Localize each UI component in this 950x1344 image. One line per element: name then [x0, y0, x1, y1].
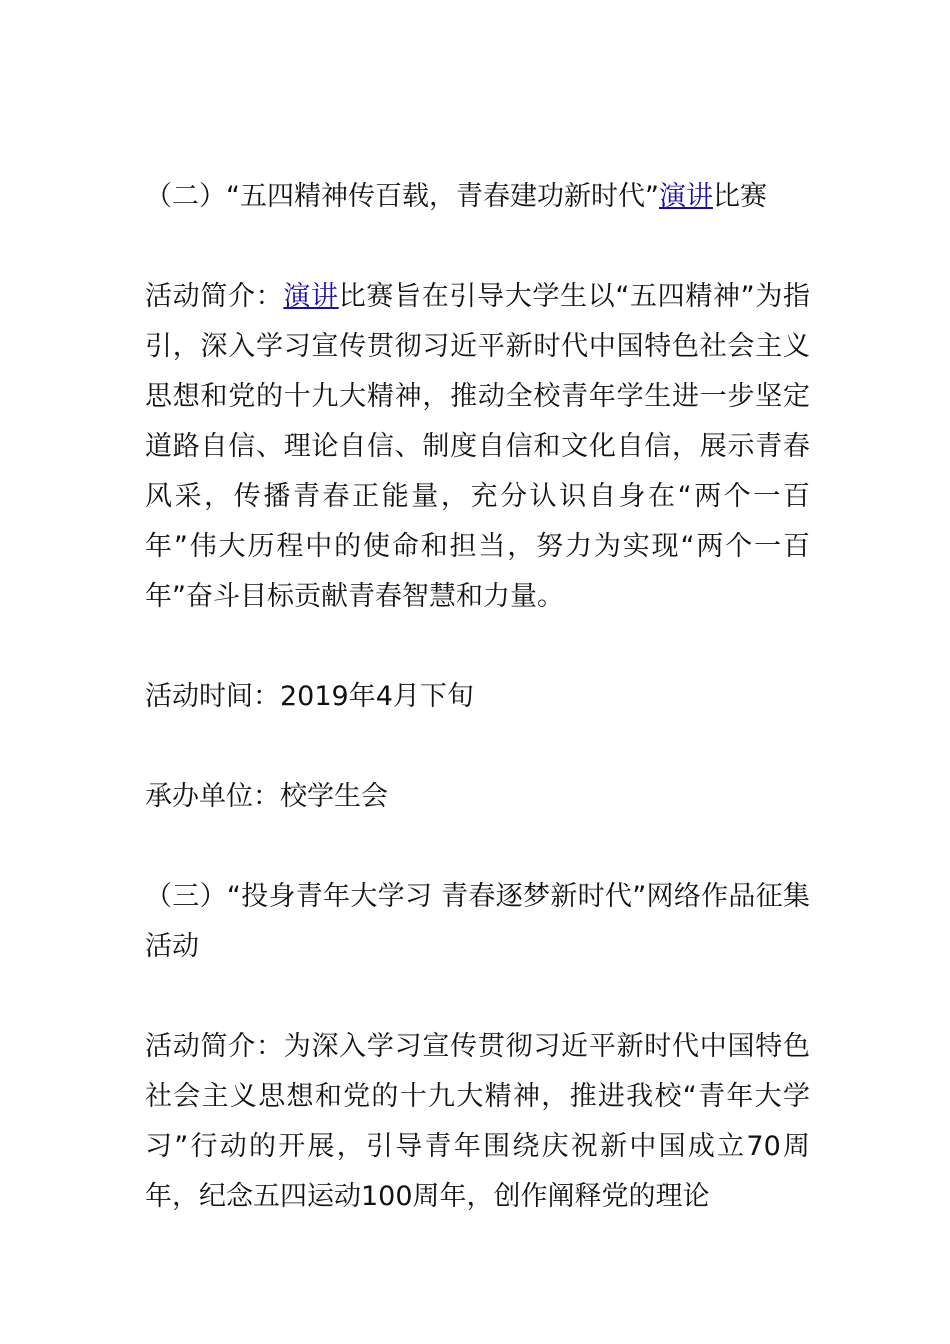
intro-label: 活动简介：: [145, 281, 284, 312]
section-2-heading: [145, 172, 810, 222]
section-2-organizer: [145, 772, 810, 822]
intro-text: 比赛旨在引导大学生以“五四精神”为指引，深入学习宣传贯彻习近平新时代中国特色社会主义思想和党的十九大精神，推动全校青年学生进一步坚定道路自信、理论自信、制度自信和文化自信，展示青春风采，传播青春正能量，充分认识自身在“两个一百年”伟大历程中的使命和担当，努力为实现“两个一百年”奋斗目标贡献青春智慧和力量。: [145, 281, 811, 612]
time-label: 活动时间：: [145, 681, 280, 712]
time-value: 2019年4月下旬: [280, 681, 474, 712]
speech-link[interactable]: 演讲: [658, 181, 713, 212]
intro-text: 为深入学习宣传贯彻习近平新时代中国特色社会主义思想和党的十九大精神，推进我校“青年大学习”行动的开展，引导青年围绕庆祝新中国成立70周年，纪念五四运动100周年，创作阐释党的理论: [145, 1031, 811, 1212]
document-page: [145, 172, 810, 1222]
spacer: [145, 822, 810, 872]
section-3-intro: [145, 1022, 810, 1222]
spacer: [145, 722, 810, 772]
organizer-label: 承办单位：: [145, 781, 280, 812]
intro-label: 活动简介：: [145, 1031, 284, 1062]
spacer: [145, 622, 810, 672]
section-2-intro: [145, 272, 810, 622]
spacer: [145, 222, 810, 272]
speech-link-inline[interactable]: 演讲: [283, 281, 339, 312]
organizer-value: 校学生会: [280, 781, 388, 812]
section-2-time: [145, 672, 810, 722]
section-2-heading-text: （二）“五四精神传百载，青春建功新时代”: [145, 181, 659, 212]
spacer: [145, 972, 810, 1022]
section-3-heading: （三）“投身青年大学习 青春逐梦新时代”网络作品征集活动: [145, 881, 810, 962]
section-2-heading-suffix: 比赛: [712, 181, 767, 212]
